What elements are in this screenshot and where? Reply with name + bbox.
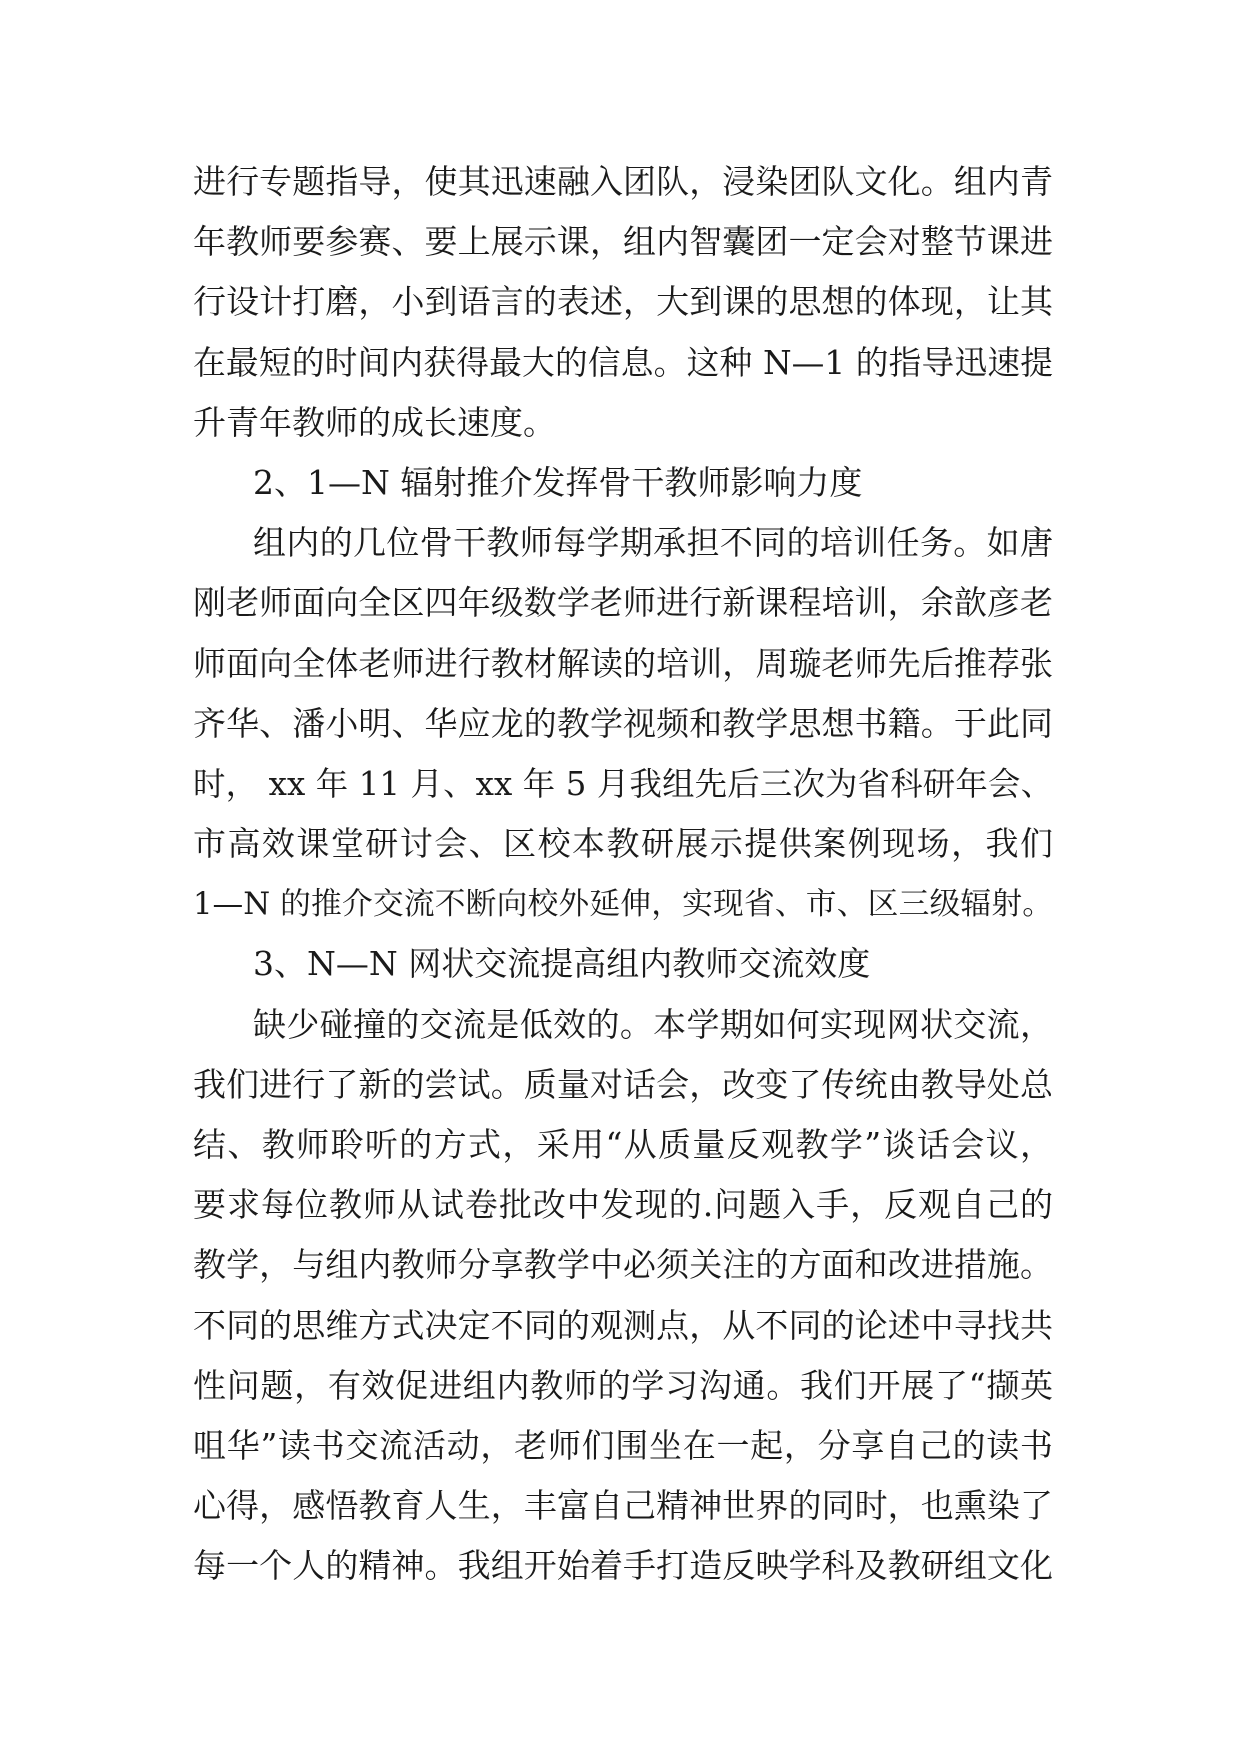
- text-line: 结、教师聆听的方式，采用“从质量反观教学”谈话会议，: [193, 1125, 1053, 1164]
- section-heading: 2、1—N 辐射推介发挥骨干教师影响力度: [253, 462, 863, 502]
- text-line: 教学，与组内教师分享教学中必须关注的方面和改进措施。: [193, 1245, 1053, 1285]
- text-line: 在最短的时间内获得最大的信息。这种 N—1 的指导迅速提: [193, 343, 1053, 382]
- text-line: 时， xx 年 11 月、xx 年 5 月我组先后三次为省科研年会、: [193, 764, 1053, 803]
- text-line: 升青年教师的成长速度。: [193, 402, 556, 442]
- text-line: 进行专题指导，使其迅速融入团队，浸染团队文化。组内青: [193, 162, 1053, 201]
- document-body: [193, 152, 1053, 1597]
- text-line: 要求每位教师从试卷批改中发现的.问题入手，反观自己的: [193, 1185, 1053, 1225]
- text-line: 心得，感悟教育人生，丰富自己精神世界的同时，也熏染了: [193, 1486, 1053, 1526]
- text-line: 不同的思维方式决定不同的观测点，从不同的论述中寻找共: [193, 1305, 1053, 1345]
- text-line: 1—N 的推介交流不断向校外延伸，实现省、市、区三级辐射。: [193, 886, 1053, 923]
- text-line: 师面向全体老师进行教材解读的培训，周璇老师先后推荐张: [193, 643, 1053, 683]
- text-line: 组内的几位骨干教师每学期承担不同的培训任务。如唐: [253, 523, 1053, 563]
- text-line: 市高效课堂研讨会、区校本教研展示提供案例现场，我们: [193, 824, 1053, 864]
- text-line: 每一个人的精神。我组开始着手打造反映学科及教研组文化: [193, 1546, 1053, 1586]
- text-line: 性问题，有效促进组内教师的学习沟通。我们开展了“撷英: [193, 1365, 1053, 1405]
- text-line: 年教师要参赛、要上展示课，组内智囊团一定会对整节课进: [193, 222, 1053, 262]
- text-line: 缺少碰撞的交流是低效的。本学期如何实现网状交流，: [253, 1004, 1053, 1044]
- text-line: 刚老师面向全区四年级数学老师进行新课程培训，余歆彦老: [193, 583, 1053, 623]
- text-line: 行设计打磨，小到语言的表述，大到课的思想的体现，让其: [193, 282, 1053, 322]
- section-heading: 3、N—N 网状交流提高组内教师交流效度: [253, 944, 871, 984]
- text-line: 我们进行了新的尝试。质量对话会，改变了传统由教导处总: [193, 1064, 1053, 1104]
- text-line: 咀华”读书交流活动，老师们围坐在一起，分享自己的读书: [193, 1425, 1053, 1465]
- text-line: 齐华、潘小明、华应龙的教学视频和教学思想书籍。于此同: [193, 703, 1053, 743]
